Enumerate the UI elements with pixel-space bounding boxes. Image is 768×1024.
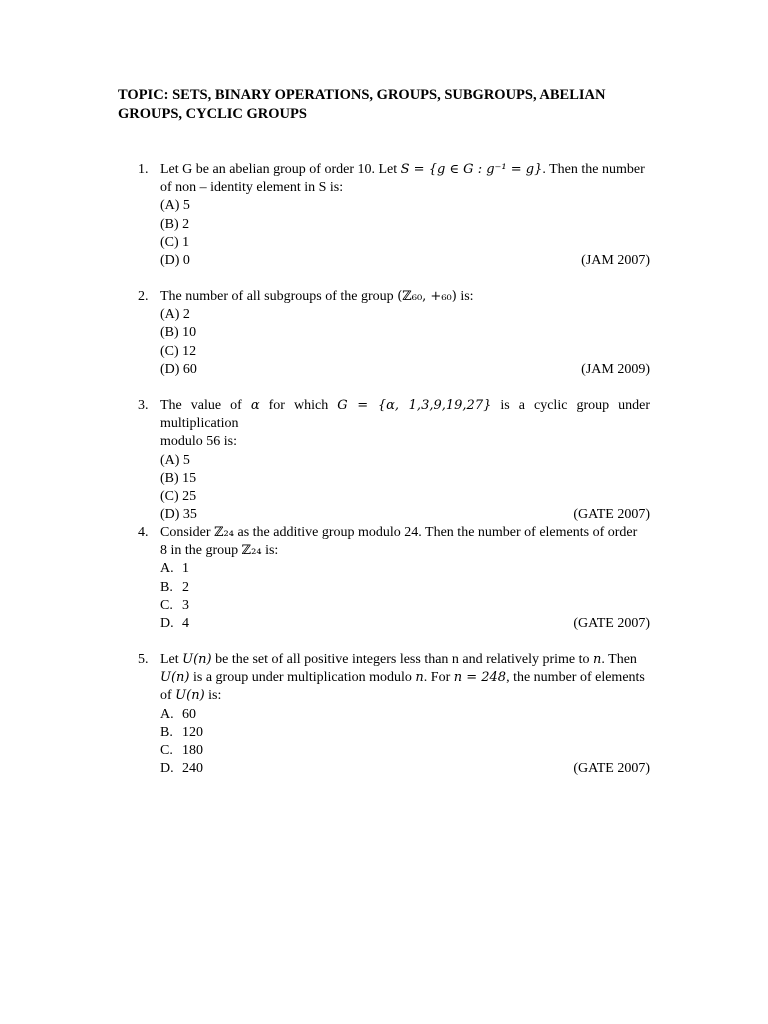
question-text: The number of all subgroups of the group (ℤ₆₀, +₆₀) is: bbox=[160, 289, 474, 304]
option-d: (D) 0 (JAM 2007) bbox=[138, 252, 650, 270]
question-text-continued: modulo 56 is: bbox=[160, 434, 238, 450]
math-expression: S = {g ∈ G : g⁻¹ = g} bbox=[400, 162, 543, 177]
question-3 bbox=[138, 397, 650, 524]
option-c: C. 180 bbox=[160, 743, 203, 759]
math-expression: ℤ₂₄ bbox=[241, 543, 262, 559]
option-a: A. 60 bbox=[160, 706, 196, 722]
option-b: (B) 2 bbox=[160, 216, 190, 232]
option-c: (C) 25 bbox=[160, 489, 197, 505]
question-text-continued: of non – identity element in S is: bbox=[160, 180, 344, 196]
math-expression: α bbox=[250, 398, 260, 413]
math-expression: U(n) bbox=[160, 670, 190, 686]
exam-source: (GATE 2007) bbox=[573, 507, 650, 523]
option-c: (C) 1 bbox=[160, 234, 190, 250]
option-d: D. 4 (GATE 2007) bbox=[138, 615, 650, 633]
exam-source: (JAM 2009) bbox=[581, 361, 650, 377]
option-b: (B) 15 bbox=[160, 470, 197, 486]
math-expression: G = {α, 1,3,9,19,27} bbox=[337, 398, 492, 413]
math-expression: ℤ₂₄ bbox=[214, 525, 234, 540]
question-text-continued: U(n) is a group under multiplication modulo n. For n = 248, the number of elements bbox=[160, 670, 645, 686]
question-text: The value of α for which G = {α, 1,3,9,19,27} is a cyclic group under multiplication bbox=[160, 398, 651, 432]
option-d: (D) 35 (GATE 2007) bbox=[138, 506, 650, 524]
question-text-continued: 8 in the group ℤ₂₄ is: bbox=[160, 543, 279, 559]
option-c: (C) 12 bbox=[160, 343, 197, 359]
question-number: 4. bbox=[138, 525, 149, 540]
question-1 bbox=[138, 161, 650, 270]
option-b: B. 120 bbox=[160, 724, 203, 740]
exam-source: (JAM 2007) bbox=[581, 253, 650, 269]
topic-heading: TOPIC: SETS, BINARY OPERATIONS, GROUPS, SUBGROUPS, ABELIAN GROUPS, CYCLIC GROUPS bbox=[118, 87, 606, 122]
option-a: (A) 2 bbox=[160, 307, 190, 323]
question-number: 1. bbox=[138, 162, 149, 177]
math-expression: (ℤ₆₀, +₆₀) bbox=[397, 289, 457, 304]
option-b: (B) 10 bbox=[160, 325, 197, 341]
option-d: (D) 60 (JAM 2009) bbox=[138, 361, 650, 379]
option-d: D. 240 (GATE 2007) bbox=[138, 760, 650, 778]
question-2 bbox=[138, 288, 650, 379]
exam-source: (GATE 2007) bbox=[573, 761, 650, 777]
question-number: 3. bbox=[138, 398, 149, 413]
exam-source: (GATE 2007) bbox=[573, 616, 650, 632]
question-text: Let U(n) be the set of all positive integers less than n and relatively prime to n. Then bbox=[160, 652, 637, 667]
question-number: 5. bbox=[138, 652, 149, 667]
option-c: C. 3 bbox=[160, 597, 189, 613]
option-b: B. 2 bbox=[160, 579, 189, 595]
question-5 bbox=[138, 651, 650, 778]
math-expression: n bbox=[415, 670, 424, 686]
option-a: (A) 5 bbox=[160, 452, 190, 468]
question-text: Let G be an abelian group of order 10. Let S = {g ∈ G : g⁻¹ = g}. Then the number bbox=[160, 162, 645, 177]
math-expression: U(n) bbox=[175, 688, 205, 704]
question-4 bbox=[138, 524, 650, 633]
option-a: A. 1 bbox=[160, 561, 189, 577]
question-text: Consider ℤ₂₄ as the additive group modulo 24. Then the number of elements of order bbox=[160, 525, 638, 540]
option-a: (A) 5 bbox=[160, 198, 190, 214]
question-text-continued: of U(n) is: bbox=[160, 688, 222, 704]
math-expression: U(n) bbox=[182, 652, 212, 667]
math-expression: n = 248 bbox=[453, 670, 507, 686]
math-expression: n bbox=[593, 652, 602, 667]
question-number: 2. bbox=[138, 289, 149, 304]
